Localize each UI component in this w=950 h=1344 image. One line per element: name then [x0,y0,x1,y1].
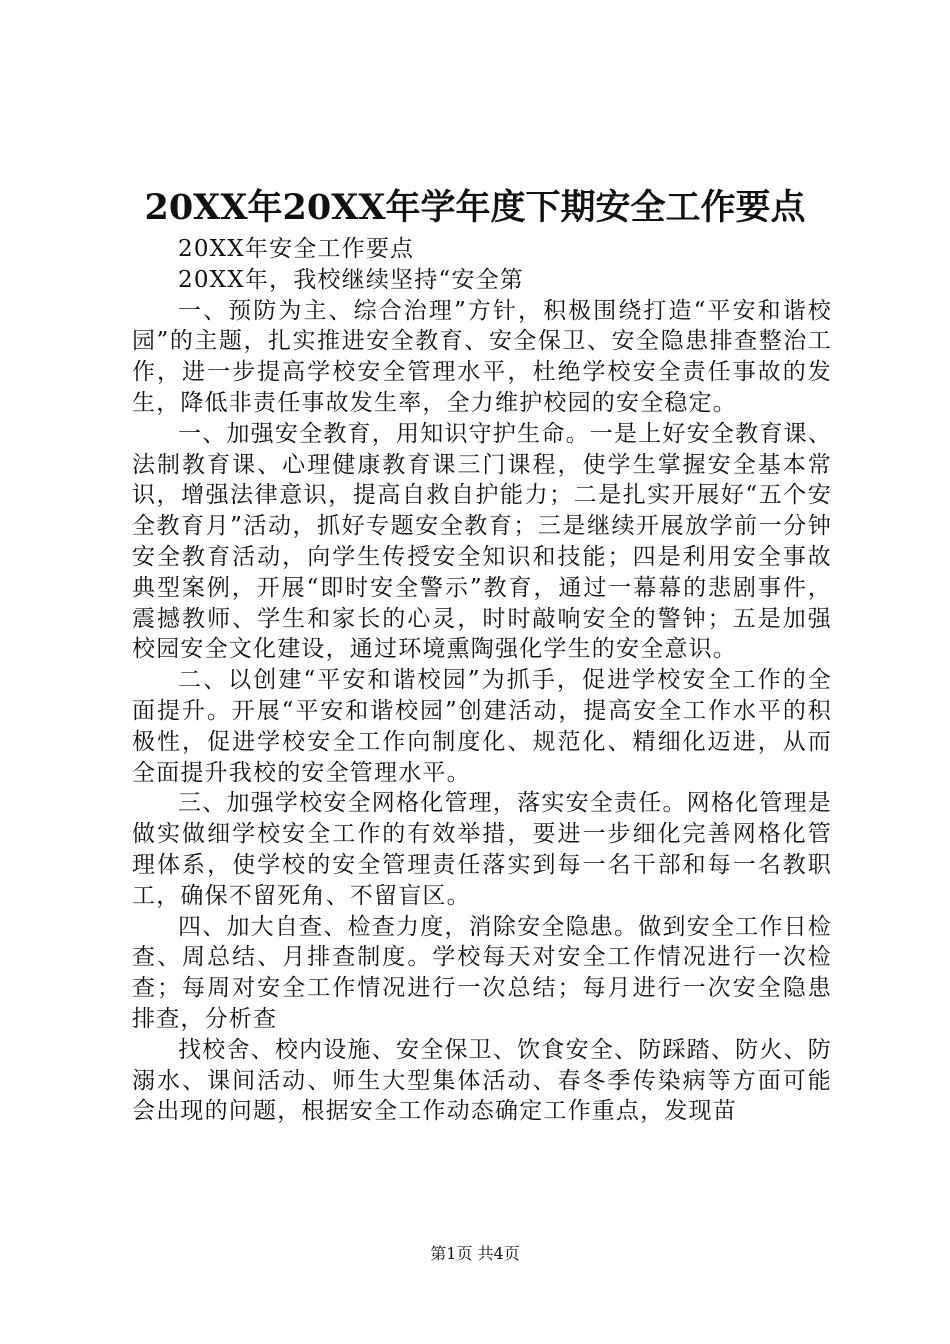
document-title: 20XX年20XX年学年度下期安全工作要点 [144,187,806,228]
paragraph-item-3: 三、加强学校安全网格化管理，落实安全责任。网格化管理是做实做细学校安全工作的有效举措，要进一步细化完善网格化管理体系，使学校的安全管理责任落实到每一名干部和每一名教职工，确保不留死角、不留盲区。 [132,790,832,909]
document-body [132,234,832,1127]
paragraph-subtitle: 20XX年安全工作要点 [178,236,415,262]
paragraph-item-1: 一、加强安全教育，用知识守护生命。一是上好安全教育课、法制教育课、心理健康教育课三门课程，使学生掌握安全基本常识，增强法律意识，提高自救自护能力；二是扎实开展好“五个安全教育月”活动，抓好专题安全教育；三是继续开展放学前一分钟安全教育活动，向学生传授安全知识和技能；四是利用安全事故典型案例，开展“即时安全警示”教育，通过一幕幕的悲剧事件，震撼教师、学生和家长的心灵，时时敲响安全的警钟；五是加强校园安全文化建设，通过环境熏陶强化学生的安全意识。 [132,420,832,663]
paragraph-intro: 20XX年，我校继续坚持“安全第 [178,266,524,293]
paragraph-item-4-cont: 找校舍、校内设施、安全保卫、饮食安全、防踩踏、防火、防溺水、课间活动、师生大型集体活动、春冬季传染病等方面可能会出现的问题，根据安全工作动态确定工作重点，发现苗 [132,1036,832,1125]
paragraph-policy: 一、预防为主、综合治理”方针，积极围绕打造“平安和谐校园”的主题，扎实推进安全教育、安全保卫、安全隐患排查整治工作，进一步提高学校安全管理水平，杜绝学校安全责任事故的发生，降低非责任事故发生率，全力维护校园的安全稳定。 [132,297,832,416]
page-footer: 第1页 共4页 [430,1244,520,1263]
paragraph-item-4: 四、加大自查、检查力度，消除安全隐患。做到安全工作日检查、周总结、月排查制度。学校每天对安全工作情况进行一次检查；每周对安全工作情况进行一次总结；每月进行一次安全隐患排查，分析查 [132,913,832,1032]
paragraph-item-2: 二、以创建“平安和谐校园”为抓手，促进学校安全工作的全面提升。开展“平安和谐校园”创建活动，提高安全工作水平的积极性，促进学校安全工作向制度化、规范化、精细化迈进，从而全面提升我校的安全管理水平。 [132,667,832,786]
